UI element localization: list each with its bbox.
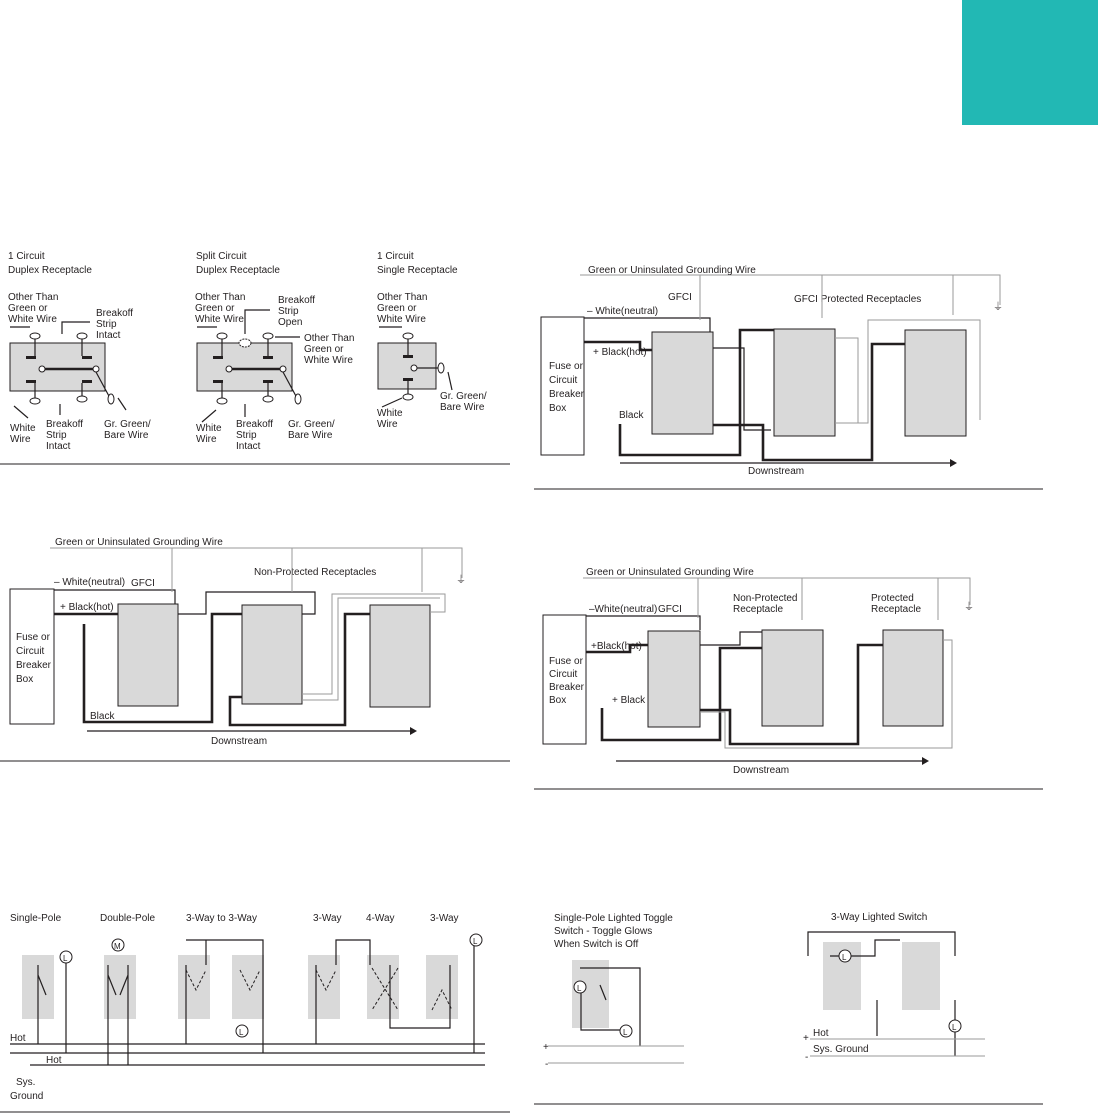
split-breakoff-open-3: Open [278, 317, 303, 328]
terminal-screw [93, 366, 99, 372]
outlet-slot [26, 380, 36, 383]
lamp-letter: L [952, 1023, 957, 1032]
black-label: Black [90, 711, 115, 722]
white-neutral-wire [584, 318, 710, 332]
feed-wire [700, 632, 762, 645]
double-pole-label: Double-Pole [100, 913, 156, 924]
non-protected-receptacle [762, 630, 823, 726]
arrow [448, 372, 452, 390]
terminal-screw [30, 398, 40, 404]
plus-label: + [803, 1033, 809, 1044]
single-title-line2: Single Receptacle [377, 265, 458, 276]
fuse-box-label-1: Fuse or [549, 656, 583, 667]
sys-ground-label: Sys. Ground [813, 1044, 869, 1055]
protected-receptacle [883, 630, 943, 726]
split-breakoff-bottom-1: Breakoff [236, 419, 274, 430]
outlet-slot [403, 378, 413, 381]
white-neutral-label: –White(neutral) [589, 604, 658, 615]
single-other-wire-1: Other Than [377, 292, 428, 303]
switch-box [367, 955, 399, 1019]
switch-box [104, 955, 136, 1019]
protected-receptacle-2 [905, 330, 966, 436]
switch-box [902, 942, 940, 1010]
downstream-label: Downstream [733, 765, 790, 776]
protected-label-1: Protected [871, 593, 914, 604]
terminal-screw [403, 394, 413, 400]
terminal-screw [411, 365, 417, 371]
downstream-arrowhead [410, 727, 417, 735]
plus-label: + [543, 1042, 549, 1053]
ground-symbol: ⏚ [964, 602, 974, 613]
protected-label-2: Receptacle [871, 604, 922, 615]
black-hot-label: +Black(hot) [591, 641, 642, 652]
split-white-wire-2: Wire [196, 434, 217, 445]
terminal-screw [263, 333, 273, 339]
fuse-box-label-2: Circuit [16, 646, 45, 657]
sys-ground-1: Sys. [16, 1077, 36, 1088]
fuse-box-label-3: Breaker [16, 660, 52, 671]
single-white-wire-2: Wire [377, 419, 398, 430]
split-other-right-2: Green or [304, 344, 344, 355]
downstream-arrowhead [922, 757, 929, 765]
ground-screw [295, 394, 301, 404]
non-protected-label-2: Receptacle [733, 604, 784, 615]
lighted-toggle-line1: Single-Pole Lighted Toggle [554, 913, 673, 924]
split-breakoff-bottom-2: Strip [236, 430, 257, 441]
single-ground-1: Gr. Green/ [440, 391, 487, 402]
mixed-protection-diagram [534, 567, 1043, 789]
single-other-wire-3: White Wire [377, 314, 426, 325]
outlet-slot [263, 380, 273, 383]
split-other-wire-3: White Wire [195, 314, 244, 325]
lamp-letter: L [577, 984, 582, 993]
white-neutral-wire [586, 616, 700, 630]
gfci-protected-diagram [534, 265, 1043, 489]
single-receptacle [378, 343, 436, 389]
load-wire [835, 338, 858, 423]
single-title-line1: 1 Circuit [377, 251, 414, 262]
three-way-label-2: 3-Way [430, 913, 459, 924]
plus-black-label: + Black [612, 695, 646, 706]
duplex-other-wire-2: Green or [8, 303, 48, 314]
duplex-ground-2: Bare Wire [104, 430, 149, 441]
terminal-screw [30, 333, 40, 339]
arrow [118, 398, 126, 410]
fuse-box-label-3: Breaker [549, 389, 585, 400]
fuse-box-label-1: Fuse or [16, 632, 50, 643]
minus-label: - [545, 1059, 549, 1070]
split-breakoff-open-2: Strip [278, 306, 299, 317]
single-pole-label: Single-Pole [10, 913, 62, 924]
terminal-screw [77, 333, 87, 339]
duplex-breakoff-2: Strip [96, 319, 117, 330]
lamp-letter: L [63, 954, 68, 963]
downstream-label: Downstream [211, 736, 268, 747]
arrow [202, 410, 216, 422]
duplex-breakoff-bottom-3: Intact [46, 441, 71, 452]
feed-wire [713, 348, 771, 430]
minus-label: - [805, 1052, 809, 1063]
ground-symbol: ⏚ [993, 302, 1003, 313]
lamp-letter: L [239, 1028, 244, 1037]
duplex-breakoff-bottom-2: Strip [46, 430, 67, 441]
terminal-screw [77, 396, 87, 402]
gfci-receptacle [648, 631, 700, 727]
fuse-box-label-2: Circuit [549, 375, 578, 386]
outlet-slot [26, 356, 36, 359]
lighted-toggle-line3: When Switch is Off [554, 939, 639, 950]
split-other-right-1: Other Than [304, 333, 355, 344]
protected-label: GFCI Protected Receptacles [794, 294, 922, 305]
ground-wire-label: Green or Uninsulated Grounding Wire [588, 265, 756, 276]
split-white-wire-1: White [196, 423, 222, 434]
fuse-box-label-4: Box [549, 695, 567, 706]
duplex-breakoff-bottom-1: Breakoff [46, 419, 84, 430]
arrow [245, 310, 270, 334]
ground-wire-label: Green or Uninsulated Grounding Wire [586, 567, 754, 578]
fuse-box-label-1: Fuse or [549, 361, 583, 372]
lighted-toggle-line2: Switch - Toggle Glows [554, 926, 653, 937]
downstream-label: Downstream [748, 466, 805, 477]
gfci-receptacle [652, 332, 713, 434]
duplex-breakoff-1: Breakoff [96, 308, 134, 319]
terminal-screw [217, 398, 227, 404]
duplex-white-wire-1: White [10, 423, 36, 434]
motor-letter: M [114, 942, 121, 951]
outlet-slot [82, 380, 92, 383]
split-other-wire-2: Green or [195, 303, 235, 314]
split-other-right-3: White Wire [304, 355, 353, 366]
split-breakoff-bottom-3: Intact [236, 441, 261, 452]
fuse-box-label-4: Box [549, 403, 567, 414]
non-protected-receptacle-1 [242, 605, 302, 704]
four-way-label: 4-Way [366, 913, 395, 924]
switch-box [178, 955, 210, 1019]
single-ground-2: Bare Wire [440, 402, 485, 413]
duplex-other-wire-1: Other Than [8, 292, 59, 303]
hot-label-2: Hot [46, 1055, 62, 1066]
fuse-box [541, 317, 584, 455]
outlet-slot [263, 356, 273, 359]
split-receptacle [197, 343, 292, 391]
downstream-arrowhead [950, 459, 957, 467]
fuse-box-label-3: Breaker [549, 682, 585, 693]
black-label: Black [619, 410, 644, 421]
terminal-screw [39, 366, 45, 372]
lamp-letter: L [473, 937, 478, 946]
ground-screw [438, 363, 444, 373]
outlet-slot [213, 380, 223, 383]
ground-symbol: ⏚ [456, 575, 466, 586]
hot-label: Hot [10, 1033, 26, 1044]
switch-diagrams [0, 913, 510, 1112]
ground-screw [108, 394, 114, 404]
terminal-screw [403, 333, 413, 339]
terminal-screw [226, 366, 232, 372]
non-protected-receptacle-2 [370, 605, 430, 707]
duplex-title-line2: Duplex Receptacle [8, 265, 92, 276]
duplex-receptacle [10, 343, 105, 391]
lighted-switch-diagrams [534, 912, 1043, 1104]
sys-ground-2: Ground [10, 1091, 44, 1102]
non-protected-diagram [0, 537, 510, 761]
ground-wire [580, 275, 1000, 305]
non-protected-label-1: Non-Protected [733, 593, 798, 604]
terminal-screw [280, 366, 286, 372]
switch-box [426, 955, 458, 1019]
split-title-line1: Split Circuit [196, 251, 247, 262]
breakoff-open [239, 339, 251, 347]
ground-wire-label: Green or Uninsulated Grounding Wire [55, 537, 223, 548]
receptacle-wiring-diagrams [0, 251, 510, 464]
gfci-label: GFCI [668, 292, 692, 303]
arrow [382, 398, 402, 407]
switch-box [232, 955, 264, 1019]
black-hot-label: + Black(hot) [60, 602, 114, 613]
fuse-box-label-2: Circuit [549, 669, 578, 680]
hot-label: Hot [813, 1028, 829, 1039]
split-other-wire-1: Other Than [195, 292, 246, 303]
fuse-box-label-4: Box [16, 674, 34, 685]
split-ground-2: Bare Wire [288, 430, 333, 441]
single-white-wire-1: White [377, 408, 403, 419]
duplex-breakoff-3: Intact [96, 330, 121, 341]
single-other-wire-2: Green or [377, 303, 417, 314]
white-neutral-label: – White(neutral) [587, 306, 659, 317]
non-protected-label: Non-Protected Receptacles [254, 567, 377, 578]
outlet-slot [213, 356, 223, 359]
split-title-line2: Duplex Receptacle [196, 265, 280, 276]
protected-receptacle-1 [774, 329, 835, 436]
gfci-label: GFCI [131, 578, 155, 589]
gfci-receptacle [118, 604, 178, 706]
duplex-title-line1: 1 Circuit [8, 251, 45, 262]
lamp-letter: L [842, 953, 847, 962]
outlet-slot [82, 356, 92, 359]
terminal-screw [263, 396, 273, 402]
lamp-letter: L [623, 1028, 628, 1037]
gfci-label: GFCI [658, 604, 682, 615]
arrow [14, 406, 28, 418]
split-breakoff-open-1: Breakoff [278, 295, 316, 306]
terminal-screw [217, 333, 227, 339]
switch-box [308, 955, 340, 1019]
duplex-ground-1: Gr. Green/ [104, 419, 151, 430]
split-ground-1: Gr. Green/ [288, 419, 335, 430]
three-way-lighted-label: 3-Way Lighted Switch [831, 912, 928, 923]
black-hot-label: + Black(hot) [593, 347, 647, 358]
white-neutral-label: – White(neutral) [54, 577, 126, 588]
three-way-to-three-way-label: 3-Way to 3-Way [186, 913, 257, 924]
three-way-label-1: 3-Way [313, 913, 342, 924]
arrow [62, 322, 90, 334]
duplex-other-wire-3: White Wire [8, 314, 57, 325]
outlet-slot [403, 355, 413, 358]
duplex-white-wire-2: Wire [10, 434, 31, 445]
